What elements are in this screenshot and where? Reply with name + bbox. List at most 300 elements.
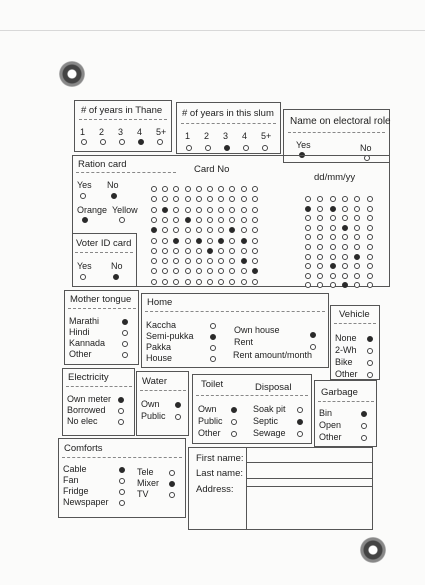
disposal-label-0: Soak pit <box>253 404 286 414</box>
card-digit-bubble[interactable] <box>229 227 235 233</box>
divider <box>79 119 167 120</box>
comfort-check-4[interactable] <box>169 470 175 476</box>
card-digit-bubble[interactable] <box>218 207 224 213</box>
card-digit-bubble[interactable] <box>241 248 247 254</box>
comfort-label-4: Tele <box>137 467 154 477</box>
divider <box>334 323 376 324</box>
date-digit-bubble[interactable] <box>330 234 336 240</box>
card-digit-bubble[interactable] <box>162 279 168 285</box>
date-digit-bubble[interactable] <box>354 196 360 202</box>
date-digit-bubble[interactable] <box>342 244 348 250</box>
garbage-box <box>314 380 377 447</box>
card-digit-bubble[interactable] <box>151 186 157 192</box>
vehicle-radio-3[interactable] <box>367 372 373 378</box>
toilet-radio-0[interactable] <box>231 407 237 413</box>
first-name-label: First name: <box>196 453 244 464</box>
years-slum-title: # of years in this slum <box>182 108 274 119</box>
card-digit-bubble[interactable] <box>173 217 179 223</box>
years_thane-radio-4[interactable] <box>157 139 163 145</box>
card-digit-bubble[interactable] <box>162 186 168 192</box>
toilet-radio-2[interactable] <box>231 431 237 437</box>
date-digit-bubble[interactable] <box>367 282 373 288</box>
years_slum-radio-1[interactable] <box>205 145 211 151</box>
card-digit-bubble[interactable] <box>229 196 235 202</box>
voter-no-radio[interactable] <box>113 274 119 280</box>
vehicle-title: Vehicle <box>339 309 370 320</box>
home-box <box>141 293 329 368</box>
card-digit-bubble[interactable] <box>229 268 235 274</box>
card-digit-bubble[interactable] <box>252 227 258 233</box>
yellow-radio[interactable] <box>119 217 125 223</box>
card-digit-bubble[interactable] <box>207 258 213 264</box>
date-digit-bubble[interactable] <box>317 244 323 250</box>
disposal-radio-1[interactable] <box>297 419 303 425</box>
garbage-label-1: Open <box>319 420 342 430</box>
years_thane-label-4: 5+ <box>156 127 167 137</box>
date-digit-bubble[interactable] <box>317 215 323 221</box>
water-radio-0[interactable] <box>175 402 181 408</box>
voter-no-label: No <box>111 261 123 271</box>
last-name-label: Last name: <box>196 468 243 479</box>
home-type-label-3: House <box>146 353 173 363</box>
card-digit-bubble[interactable] <box>185 258 191 264</box>
toilet-radio-1[interactable] <box>231 419 237 425</box>
divider <box>66 386 132 387</box>
card-digit-bubble[interactable] <box>185 186 191 192</box>
card-digit-bubble[interactable] <box>241 238 247 244</box>
comfort-check-2[interactable] <box>119 489 125 495</box>
card-digit-bubble[interactable] <box>207 217 213 223</box>
card-digit-bubble[interactable] <box>151 217 157 223</box>
vehicle-radio-1[interactable] <box>367 348 373 354</box>
date-digit-bubble[interactable] <box>354 234 360 240</box>
card-digit-bubble[interactable] <box>252 258 258 264</box>
card-digit-bubble[interactable] <box>162 248 168 254</box>
home-type-radio-2[interactable] <box>210 345 216 351</box>
vehicle-radio-0[interactable] <box>367 336 373 342</box>
card-digit-bubble[interactable] <box>241 268 247 274</box>
rent-radio[interactable] <box>310 344 316 350</box>
card-digit-bubble[interactable] <box>173 238 179 244</box>
comfort-check-5[interactable] <box>169 481 175 487</box>
card-digit-bubble[interactable] <box>151 238 157 244</box>
date-digit-bubble[interactable] <box>317 196 323 202</box>
card-digit-bubble[interactable] <box>185 227 191 233</box>
card-digit-bubble[interactable] <box>162 207 168 213</box>
card-digit-bubble[interactable] <box>218 217 224 223</box>
card-digit-bubble[interactable] <box>185 279 191 285</box>
card-digit-bubble[interactable] <box>196 186 202 192</box>
date-digit-bubble[interactable] <box>305 254 311 260</box>
card-digit-bubble[interactable] <box>229 248 235 254</box>
disposal-radio-0[interactable] <box>297 407 303 413</box>
date-digit-bubble[interactable] <box>367 263 373 269</box>
date-digit-bubble[interactable] <box>342 234 348 240</box>
card-digit-bubble[interactable] <box>229 258 235 264</box>
ration-card-title: Ration card <box>78 159 127 170</box>
card-digit-bubble[interactable] <box>151 207 157 213</box>
date-digit-bubble[interactable] <box>305 196 311 202</box>
toilet-title: Toilet <box>201 379 224 390</box>
comfort-label-2: Fridge <box>63 486 89 496</box>
card-digit-bubble[interactable] <box>173 227 179 233</box>
toilet-label-1: Public <box>198 416 223 426</box>
years_slum-label-2: 3 <box>223 131 229 141</box>
date-digit-bubble[interactable] <box>342 263 348 269</box>
card-digit-bubble[interactable] <box>162 268 168 274</box>
card-digit-bubble[interactable] <box>252 186 258 192</box>
electricity-title: Electricity <box>68 372 109 383</box>
card-digit-bubble[interactable] <box>162 196 168 202</box>
name-address-box <box>188 447 373 530</box>
card-digit-bubble[interactable] <box>241 227 247 233</box>
card-digit-bubble[interactable] <box>196 279 202 285</box>
voter-yes-radio[interactable] <box>80 274 86 280</box>
date-digit-bubble[interactable] <box>317 225 323 231</box>
yellow-label: Yellow <box>112 205 138 215</box>
electricity-radio-0[interactable] <box>118 397 124 403</box>
vehicle-radio-2[interactable] <box>367 360 373 366</box>
card-digit-bubble[interactable] <box>151 248 157 254</box>
card-digit-bubble[interactable] <box>218 258 224 264</box>
years_thane-radio-2[interactable] <box>119 139 125 145</box>
date-digit-bubble[interactable] <box>354 206 360 212</box>
card-digit-bubble[interactable] <box>229 186 235 192</box>
water-box <box>136 371 189 436</box>
card-digit-bubble[interactable] <box>229 238 235 244</box>
ration-yes-label: Yes <box>77 180 92 190</box>
card-digit-bubble[interactable] <box>241 196 247 202</box>
electricity-label-1: Borrowed <box>67 405 106 415</box>
ration-yes-radio[interactable] <box>80 193 86 199</box>
card-digit-bubble[interactable] <box>185 248 191 254</box>
ration-no-label: No <box>107 180 119 190</box>
rent-amount-label: Rent amount/month <box>233 350 313 360</box>
water-radio-1[interactable] <box>175 414 181 420</box>
card-digit-bubble[interactable] <box>218 186 224 192</box>
card-digit-bubble[interactable] <box>207 268 213 274</box>
comfort-check-1[interactable] <box>119 478 125 484</box>
divider <box>196 395 308 396</box>
card-digit-bubble[interactable] <box>207 279 213 285</box>
years_slum-label-1: 2 <box>204 131 210 141</box>
mother-tongue-box <box>64 290 139 365</box>
electricity-box <box>62 368 135 436</box>
card-digit-bubble[interactable] <box>185 196 191 202</box>
date-digit-bubble[interactable] <box>354 254 360 260</box>
divider <box>318 401 374 402</box>
card-digit-bubble[interactable] <box>162 258 168 264</box>
card-digit-bubble[interactable] <box>162 217 168 223</box>
years_slum-radio-4[interactable] <box>262 145 268 151</box>
card-digit-bubble[interactable] <box>196 217 202 223</box>
date-digit-bubble[interactable] <box>330 254 336 260</box>
comfort-label-5: Mixer <box>137 478 159 488</box>
comforts-title: Comforts <box>64 443 103 454</box>
rent-label: Rent <box>234 337 254 347</box>
electoral-yes-label: Yes <box>296 140 311 150</box>
date-digit-bubble[interactable] <box>330 206 336 212</box>
card-digit-bubble[interactable] <box>196 207 202 213</box>
date-digit-bubble[interactable] <box>354 263 360 269</box>
date-digit-bubble[interactable] <box>330 215 336 221</box>
mother_tongue-radio-3[interactable] <box>122 352 128 358</box>
electricity-radio-2[interactable] <box>118 419 124 425</box>
card-digit-bubble[interactable] <box>207 248 213 254</box>
garbage-title: Garbage <box>321 387 358 398</box>
date-digit-bubble[interactable] <box>367 254 373 260</box>
years_thane-label-1: 2 <box>99 127 105 137</box>
divider <box>75 252 133 253</box>
garbage-label-0: Bin <box>319 408 333 418</box>
years_thane-radio-3[interactable] <box>138 139 144 145</box>
date-digit-bubble[interactable] <box>305 225 311 231</box>
card-digit-bubble[interactable] <box>185 207 191 213</box>
water-label-1: Public <box>141 411 166 421</box>
garbage-label-2: Other <box>319 432 342 442</box>
date-digit-bubble[interactable] <box>367 206 373 212</box>
date-digit-bubble[interactable] <box>354 273 360 279</box>
comfort-check-6[interactable] <box>169 492 175 498</box>
card-digit-bubble[interactable] <box>173 196 179 202</box>
years-thane-title: # of years in Thane <box>81 105 163 116</box>
date-label: dd/mm/yy <box>314 172 356 183</box>
card-digit-bubble[interactable] <box>173 186 179 192</box>
card-digit-bubble[interactable] <box>207 196 213 202</box>
disposal-label-2: Sewage <box>253 428 286 438</box>
divider <box>68 308 136 309</box>
home-type-radio-3[interactable] <box>210 356 216 362</box>
mother_tongue-label-3: Other <box>69 349 92 359</box>
card-digit-bubble[interactable] <box>173 258 179 264</box>
card-digit-bubble[interactable] <box>151 258 157 264</box>
card-digit-bubble[interactable] <box>151 279 157 285</box>
divider <box>140 390 186 391</box>
toilet-disposal-box <box>192 374 312 444</box>
voter-yes-label: Yes <box>77 261 92 271</box>
home-type-label-2: Pakka <box>146 342 172 352</box>
years_slum-radio-0[interactable] <box>186 145 192 151</box>
card-digit-bubble[interactable] <box>241 217 247 223</box>
comforts-box <box>58 438 186 518</box>
card-digit-bubble[interactable] <box>151 196 157 202</box>
card-digit-bubble[interactable] <box>241 207 247 213</box>
card-digit-bubble[interactable] <box>229 217 235 223</box>
card-digit-bubble[interactable] <box>207 207 213 213</box>
electricity-radio-1[interactable] <box>118 408 124 414</box>
card-digit-bubble[interactable] <box>173 248 179 254</box>
punch-hole-bottom <box>360 537 386 563</box>
date-digit-bubble[interactable] <box>330 263 336 269</box>
card-digit-bubble[interactable] <box>252 279 258 285</box>
garbage-radio-2[interactable] <box>361 435 367 441</box>
home-type-radio-0[interactable] <box>210 323 216 329</box>
years_thane-radio-0[interactable] <box>81 139 87 145</box>
years-thane-box <box>74 100 172 152</box>
card-digit-bubble[interactable] <box>185 268 191 274</box>
card-digit-bubble[interactable] <box>252 248 258 254</box>
voter-id-title: Voter ID card <box>76 238 132 249</box>
card-digit-bubble[interactable] <box>207 186 213 192</box>
card-digit-bubble[interactable] <box>151 268 157 274</box>
own-house-radio[interactable] <box>310 332 316 338</box>
card-digit-bubble[interactable] <box>229 279 235 285</box>
date-digit-bubble[interactable] <box>354 215 360 221</box>
card-digit-bubble[interactable] <box>196 248 202 254</box>
last-name-field[interactable] <box>246 478 372 479</box>
card-digit-bubble[interactable] <box>218 268 224 274</box>
years_thane-label-0: 1 <box>80 127 86 137</box>
mother_tongue-radio-0[interactable] <box>122 319 128 325</box>
card-digit-bubble[interactable] <box>252 238 258 244</box>
comfort-label-3: Newspaper <box>63 497 109 507</box>
card-digit-bubble[interactable] <box>173 279 179 285</box>
comfort-check-3[interactable] <box>119 500 125 506</box>
card-digit-bubble[interactable] <box>151 227 157 233</box>
years_slum-radio-2[interactable] <box>224 145 230 151</box>
years_slum-label-0: 1 <box>185 131 191 141</box>
date-digit-bubble[interactable] <box>317 254 323 260</box>
mother_tongue-radio-2[interactable] <box>122 341 128 347</box>
card-digit-bubble[interactable] <box>196 238 202 244</box>
date-digit-bubble[interactable] <box>367 225 373 231</box>
card-digit-bubble[interactable] <box>185 217 191 223</box>
date-digit-bubble[interactable] <box>305 215 311 221</box>
home-type-radio-1[interactable] <box>210 334 216 340</box>
toilet-label-2: Other <box>198 428 221 438</box>
date-digit-bubble[interactable] <box>317 234 323 240</box>
card-digit-bubble[interactable] <box>218 238 224 244</box>
date-digit-bubble[interactable] <box>342 215 348 221</box>
card-digit-bubble[interactable] <box>218 227 224 233</box>
card-digit-bubble[interactable] <box>218 279 224 285</box>
date-digit-bubble[interactable] <box>305 263 311 269</box>
card-digit-bubble[interactable] <box>196 268 202 274</box>
mother_tongue-label-1: Hindi <box>69 327 90 337</box>
date-digit-bubble[interactable] <box>317 206 323 212</box>
date-digit-bubble[interactable] <box>367 273 373 279</box>
card-digit-bubble[interactable] <box>196 258 202 264</box>
orange-radio[interactable] <box>82 217 88 223</box>
electoral-title: Name on electoral role <box>290 116 391 127</box>
card-digit-bubble[interactable] <box>218 248 224 254</box>
comfort-label-6: TV <box>137 489 149 499</box>
card-digit-bubble[interactable] <box>241 186 247 192</box>
divider <box>145 311 325 312</box>
toilet-label-0: Own <box>198 404 217 414</box>
divider <box>288 132 385 133</box>
garbage-radio-1[interactable] <box>361 423 367 429</box>
mother_tongue-label-0: Marathi <box>69 316 100 326</box>
card-digit-bubble[interactable] <box>229 207 235 213</box>
orange-label: Orange <box>77 205 108 215</box>
vehicle-label-0: None <box>335 333 357 343</box>
date-digit-bubble[interactable] <box>330 244 336 250</box>
home-type-label-0: Kaccha <box>146 320 177 330</box>
card-digit-bubble[interactable] <box>173 207 179 213</box>
water-label-0: Own <box>141 399 160 409</box>
home-type-label-1: Semi-pukka <box>146 331 194 341</box>
comfort-label-1: Fan <box>63 475 79 485</box>
years_slum-radio-3[interactable] <box>243 145 249 151</box>
garbage-radio-0[interactable] <box>361 411 367 417</box>
page-edge-line <box>0 30 425 31</box>
card-digit-bubble[interactable] <box>241 279 247 285</box>
vehicle-label-1: 2-Wh <box>335 345 357 355</box>
card-digit-bubble[interactable] <box>218 196 224 202</box>
date-digit-bubble[interactable] <box>354 225 360 231</box>
divider <box>76 172 176 173</box>
card-digit-bubble[interactable] <box>252 196 258 202</box>
card-digit-bubble[interactable] <box>173 268 179 274</box>
date-digit-bubble[interactable] <box>317 273 323 279</box>
card-digit-bubble[interactable] <box>252 217 258 223</box>
card-digit-bubble[interactable] <box>196 196 202 202</box>
punch-hole-top <box>59 61 85 87</box>
card-digit-bubble[interactable] <box>207 238 213 244</box>
disposal-radio-2[interactable] <box>297 431 303 437</box>
card-digit-bubble[interactable] <box>207 227 213 233</box>
date-digit-bubble[interactable] <box>305 206 311 212</box>
comfort-label-0: Cable <box>63 464 87 474</box>
date-digit-bubble[interactable] <box>330 225 336 231</box>
home-title: Home <box>147 297 173 308</box>
date-digit-bubble[interactable] <box>305 244 311 250</box>
card-digit-bubble[interactable] <box>162 238 168 244</box>
date-digit-bubble[interactable] <box>342 196 348 202</box>
years_slum-label-4: 5+ <box>261 131 272 141</box>
field-divider <box>246 448 247 529</box>
date-digit-bubble[interactable] <box>367 215 373 221</box>
card-no-label: Card No <box>194 164 230 175</box>
date-digit-bubble[interactable] <box>342 225 348 231</box>
vehicle-label-2: Bike <box>335 357 353 367</box>
date-digit-bubble[interactable] <box>330 273 336 279</box>
card-digit-bubble[interactable] <box>196 227 202 233</box>
date-digit-bubble[interactable] <box>367 234 373 240</box>
card-digit-bubble[interactable] <box>252 207 258 213</box>
own-house-label: Own house <box>234 325 280 335</box>
mother-tongue-title: Mother tongue <box>70 294 132 305</box>
mother_tongue-radio-1[interactable] <box>122 330 128 336</box>
date-digit-bubble[interactable] <box>317 263 323 269</box>
date-digit-bubble[interactable] <box>342 273 348 279</box>
card-digit-bubble[interactable] <box>162 227 168 233</box>
divider <box>181 123 276 124</box>
card-digit-bubble[interactable] <box>185 238 191 244</box>
first-name-field[interactable] <box>246 462 372 463</box>
ration-no-radio[interactable] <box>111 193 117 199</box>
comfort-check-0[interactable] <box>119 467 125 473</box>
date-digit-bubble[interactable] <box>342 254 348 260</box>
date-digit-bubble[interactable] <box>367 196 373 202</box>
card-digit-bubble[interactable] <box>252 268 258 274</box>
electricity-label-2: No elec <box>67 416 98 426</box>
years_thane-label-3: 4 <box>137 127 143 137</box>
address-field[interactable] <box>246 486 372 487</box>
years_thane-radio-1[interactable] <box>100 139 106 145</box>
date-digit-bubble[interactable] <box>305 273 311 279</box>
card-digit-bubble[interactable] <box>241 258 247 264</box>
date-digit-bubble[interactable] <box>354 244 360 250</box>
date-digit-bubble[interactable] <box>342 206 348 212</box>
date-digit-bubble[interactable] <box>305 234 311 240</box>
disposal-title: Disposal <box>255 382 292 393</box>
years_slum-label-3: 4 <box>242 131 248 141</box>
years-slum-box <box>176 102 281 154</box>
date-digit-bubble[interactable] <box>367 244 373 250</box>
date-digit-bubble[interactable] <box>330 196 336 202</box>
